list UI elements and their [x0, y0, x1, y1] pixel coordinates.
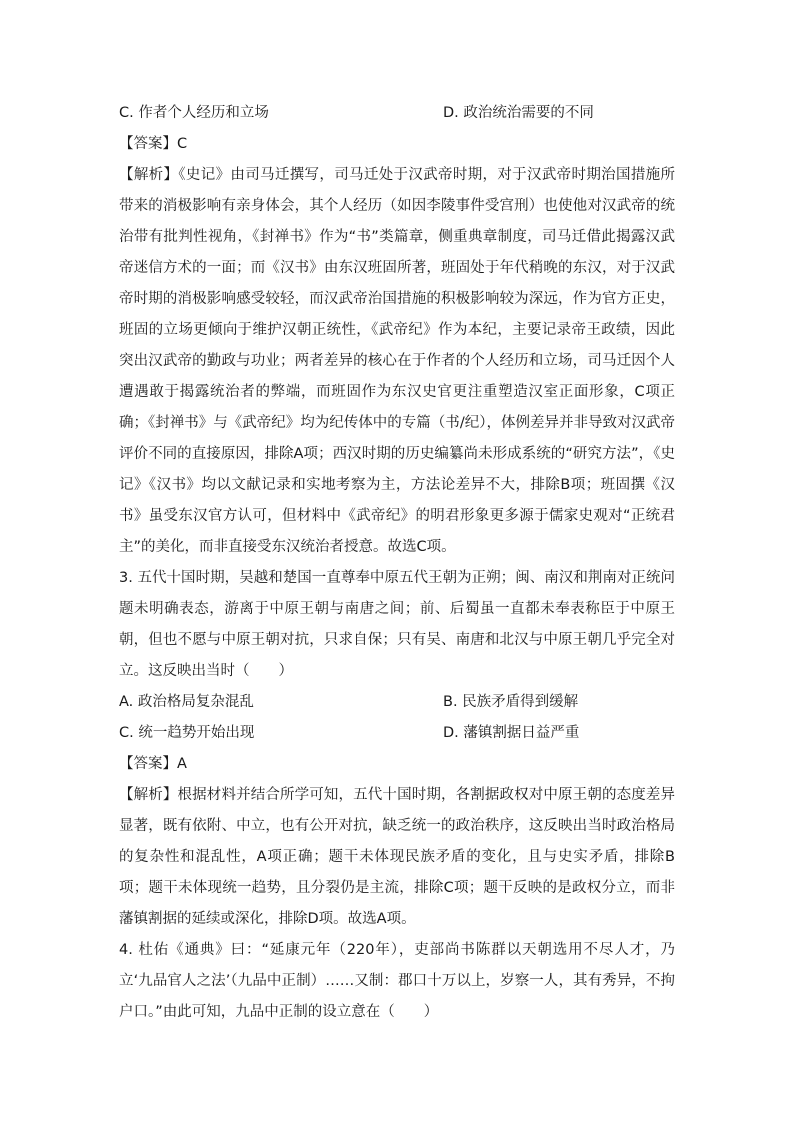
q3-option-b[interactable]: B. 民族矛盾得到缓解 [443, 694, 579, 710]
q3-option-c[interactable]: C. 统一趋势开始出现 [119, 725, 255, 741]
q3-stem: 3. 五代十国时期，吴越和楚国一直尊奉中原五代王朝为正朔；闽、南汉和荆南对正统问题未明确表态，游离于中原王朝与南唐之间；前、后蜀虽一直都未奉表称臣于中原王朝，但也不愿与中原王朝对抗，只求自保；只有吴、南唐和北汉与中原王朝几乎完全对立。这反映出当时（ ） [119, 570, 675, 679]
q2-answer: 【答案】C [119, 136, 188, 152]
q3-analysis: 【解析】根据材料并结合所学可知，五代十国时期，各割据政权对中原王朝的态度差异显著，既有依附、中立，也有公开对抗，缺乏统一的政治秩序，这反映出当时政治格局的复杂性和混乱性，A项正确；题干未体现民族矛盾的变化，且与史实矛盾，排除B项；题干未体现统一趋势，且分裂仍是主流，排除C项；题干反映的是政权分立，而非藩镇割据的延续或深化，排除D项。故选A项。 [119, 787, 675, 927]
q3-options-cd [119, 718, 675, 749]
q2-options-cd [119, 98, 675, 129]
q3-option-a[interactable]: A. 政治格局复杂混乱 [119, 694, 254, 710]
q3-options-ab [119, 687, 675, 718]
q2-analysis: 【解析】《史记》由司马迁撰写，司马迁处于汉武帝时期，对于汉武帝时期治国措施所带来的消极影响有亲身体会，其个人经历（如因李陵事件受宫刑）也使他对汉武帝的统治带有批判性视角，《封禅书》作为“书”类篇章，侧重典章制度，司马迁借此揭露汉武帝迷信方术的一面；而《汉书》由东汉班固所著，班固处于年代稍晚的东汉，对于汉武帝时期的消极影响感受较轻，而汉武帝治国措施的积极影响较为深远，作为官方正史，班固的立场更倾向于维护汉朝正统性，《武帝纪》作为本纪，主要记录帝王政绩，因此突出汉武帝的勤政与功业；两者差异的核心在于作者的个人经历和立场，司马迁因个人遭遇敢于揭露统治者的弊端，而班固作为东汉史官更注重塑造汉室正面形象，C项正确；《封禅书》与《武帝纪》均为纪传体中的专篇（书/纪），体例差异并非导致对汉武帝评价不同的直接原因，排除A项；西汉时期的历史编纂尚未形成系统的“研究方法”，《史记》《汉书》均以文献记录和实地考察为主，方法论差异不大，排除B项；班固撰《汉书》虽受东汉官方认可，但材料中《武帝纪》的明君形象更多源于儒家史观对“正统君主”的美化，而非直接受东汉统治者授意。故选C项。 [119, 167, 675, 555]
q2-option-c[interactable]: C. 作者个人经历和立场 [119, 105, 269, 121]
q3-answer: 【答案】A [119, 756, 187, 772]
q4-stem: 4. 杜佑《通典》曰：“延康元年（220年），吏部尚书陈群以天朝选用不尽人才，乃立‘九品官人之法’（九品中正制）……又制：郡口十万以上，岁察一人，其有秀异，不拘户口。”由此可知，九品中正制的设立意在（ ） [119, 942, 675, 1020]
q2-option-d[interactable]: D. 政治统治需要的不同 [443, 105, 594, 121]
q3-option-d[interactable]: D. 藩镇割据日益严重 [443, 725, 580, 741]
document-page [119, 98, 675, 1028]
